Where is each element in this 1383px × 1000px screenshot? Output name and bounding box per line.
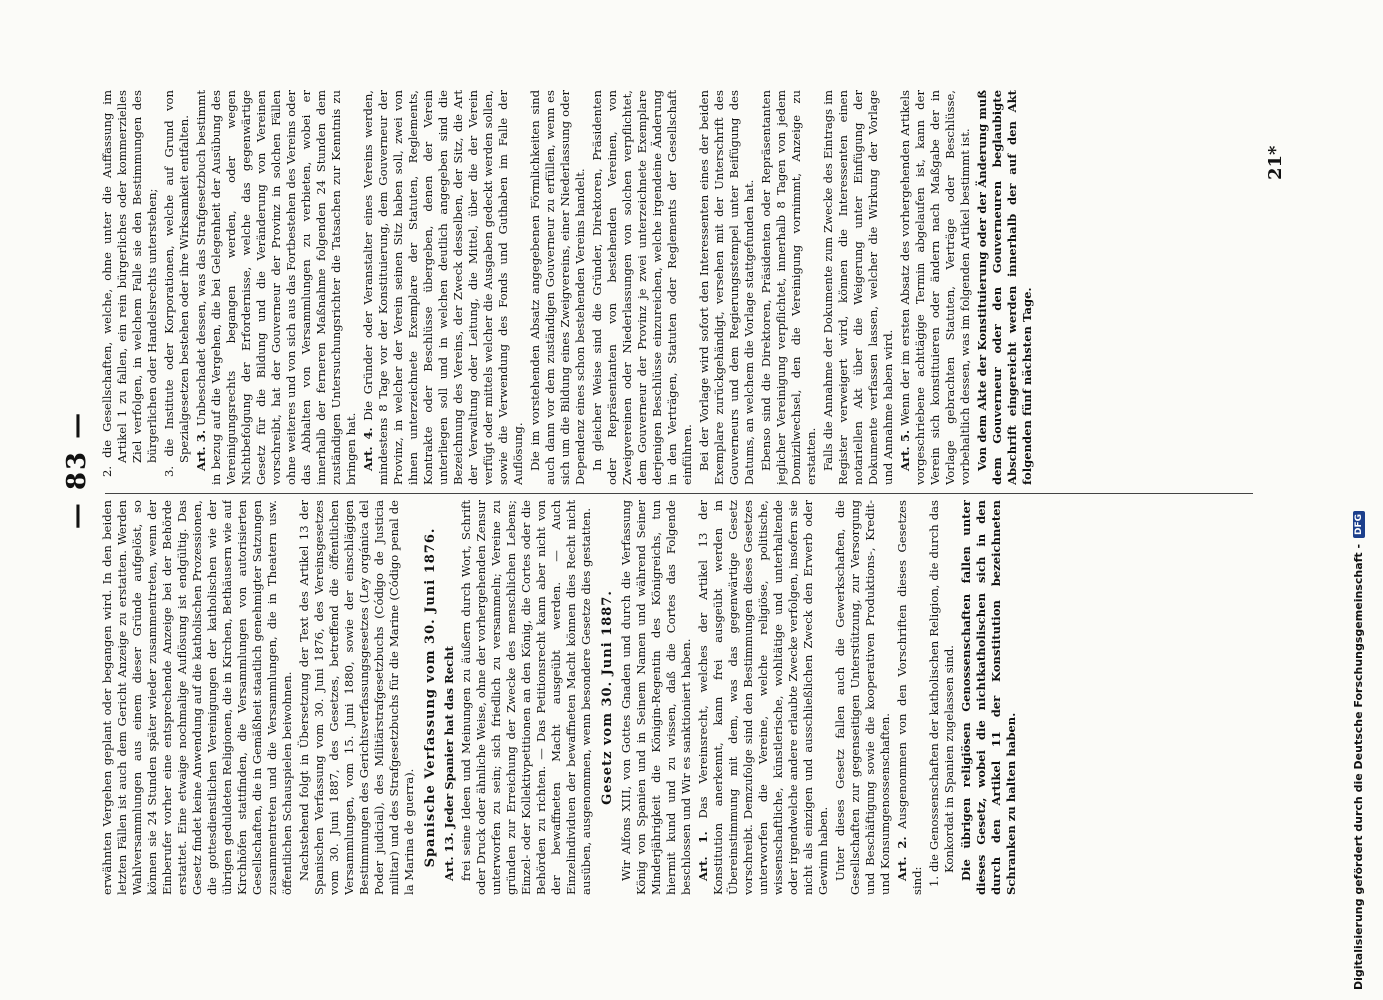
paragraph: Nachstehend folgt in Übersetzung der Text des Artikel 13 der Spanischen Verfassung vom 30. Juni 1876, des Vereinsgesetzes vom 30. Juni 1887, des Gesetzes, betreffend die öffentlichen Versammlungen, vom 15. Juni 1880, sowie der einschlägigen Bestimmungen des Gerichtsverfassungsgesetzes (Ley orgánica del Poder judicial), des Militärstrafgesetzbuchs (Código de Justicia militar) und des Strafgesetzbuchs für die Marine (Código penal de la Marina de guerra). (297, 500, 416, 895)
article-3 (194, 90, 359, 485)
article-heading: Art. 2. (895, 836, 909, 881)
article-13 (442, 500, 457, 895)
paragraph: In gleicher Weise sind die Gründer, Direktoren, Präsidenten oder Repräsentanten von bestehenden Vereinen, von Zweigvereinen oder Niederlassungen von solchen verpflichtet, dem Gouverneur der Provinz je zwei unterzeichnete Exemplare derjenigen Beschlüsse einzureichen, welche irgendeine Änderung in den Verträgen, Statuten oder Reglements der Gesellschaft einführen. (590, 90, 694, 485)
footer-text: Digitalisierung gefördert durch die Deutsche Forschungsgemeinschaft - (1352, 543, 1365, 990)
article-4 (361, 90, 526, 485)
article-1 (696, 500, 831, 895)
paragraph: Bei der Vorlage wird sofort den Interessenten eines der beiden Exemplare zurückgehändigt, versehen mit der Unterschrift des Gouverneurs und dem Regierungsstempel unter Beifügung des Datums, an welchem die Vorlage stattgefunden hat. (697, 90, 756, 485)
page-number: — 83 — (62, 410, 92, 530)
paragraph: frei seine Ideen und Meinungen zu äußern durch Wort, Schrift oder Druck oder ähnliche Weise, ohne der vorhergehenden Zensur unterworfen zu sein; sich friedlich zu versammeln; Vereine zu gründen zur Erreichung der Zwecke des menschlichen Lebens; Einzel- oder Kollektivpetitionen an den König, die Cortes oder die Behörden zu richten. — Das Petitionsrecht kann aber nicht von der bewaffneten Macht ausgeübt werden. — Auch Einzelindividuen der bewaffneten Macht können dies Recht nicht ausüben, ausgenommen, wenn besondere Gesetze dies gestatten. (459, 500, 593, 895)
printer-signature-mark: 21* (1265, 145, 1286, 180)
right-column (100, 90, 1255, 485)
list-item: 1. die Genossenschaften der katholischen Religion, die durch das Konkordat in Spanien zugelassen sind. (927, 500, 956, 887)
article-text: Wenn der im ersten Absatz des vorhergehenden Artikels vorgeschriebene achttägige Termin abgelaufen ist, kann der Verein sich konstituieren oder ändern nach Maßgabe der in Vorlage gebrachten Statuten, Verträge oder Beschlüsse, vorbehaltlich dessen, was im folgenden Artikel bestimmt ist. (898, 90, 972, 485)
paragraph: erwähnten Vergehen geplant oder begangen wird. In den beiden letzten Fällen ist auch dem Gericht Anzeige zu erstatten. Werden Wahlversammlungen aus einem dieser Gründe aufgelöst, so können sie 24 Stunden später wieder zusammentreten, wenn der Einberufer vorher eine entsprechende Anzeige bei der Behörde erstattet. Eine etwaige nochmalige Auflösung ist endgültig. Das Gesetz findet keine Anwendung auf die katholischen Prozessionen, die gottesdienstlichen Vereinigungen der katholischen wie der übrigen geduldeten Religionen, die in Kirchen, Bethäusern wie auf Kirchhöfen stattfinden, die Versammlungen von autorisierten Gesellschaften, die in Gemäßheit staatlich genehmigter Satzungen zusammentreten und die Versammlungen, die in Theatern usw. öffentlichen Schauspielen beiwohnen. (100, 500, 294, 895)
article-heading: Art. 5. (898, 429, 912, 471)
article-text: Ausgenommen von den Vorschriften dieses Gesetzes sind: (895, 500, 924, 895)
paragraph: Die im vorstehenden Absatz angegebenen Förmlichkeiten sind auch dann vor dem zuständigen Gouverneur zu erfüllen, wenn es sich um die Bildung eines Zweigvereins, einer Niederlassung oder Dependenz eines schon bestehenden Vereins handelt. (528, 90, 587, 485)
article-lead: Jeder Spanier hat das Recht (442, 646, 456, 833)
article-2 (895, 500, 925, 895)
article-heading: Art. 3. (194, 430, 208, 471)
section-title: Spanische Verfassung vom 30. Juni 1876. (423, 527, 438, 868)
article-heading: Art. 4. (361, 427, 375, 471)
column-divider (105, 493, 1253, 494)
paragraph: Ebenso sind die Direktoren, Präsidenten oder Repräsentanten jeglicher Vereinigung verpflichtet, innerhalb 8 Tagen von jedem Domizilwechsel, den die Vereinigung vornimmt, Anzeige zu erstatten. (759, 90, 818, 485)
digitization-footer (1352, 10, 1365, 990)
article-5 (898, 90, 973, 485)
left-column (100, 500, 1255, 895)
article-text: Das Vereinsrecht, welches der Artikel 13 der Konstitution anerkennt, kann frei ausgeübt werden in Übereinstimmung mit dem, was das gegenwärtige Gesetz vorschreibt. Demzufolge sind den Bestimmungen dieses Gesetzes unterworfen die Vereine, welche religiöse, politische, wissenschaftliche, künstlerische, wohltätige und unterhaltende oder irgendwelche andere erlaubte Zwecke verfolgen, insofern sie nicht als einzigen und ausschließlichen Zweck den Erwerb oder Gewinn haben. (696, 500, 830, 895)
preamble: Wir Alfons XIII, von Gottes Gnaden und durch die Verfassung König von Spanien und in Seinem Namen und während Seiner Minderjährigkeit die Königin-Regentin des Königreichs, tun hiermit kund und zu wissen, daß die Cortes das Folgende beschlossen und Wir es sanktioniert haben. (619, 500, 693, 895)
page-header (62, 0, 102, 1000)
section-title: Gesetz vom 30. Juni 1887. (600, 590, 615, 805)
paragraph: Unter dieses Gesetz fallen auch die Gewerkschaften, die Gesellschaften zur gegenseitigen Unterstützung, zur Versorgung und Beschäftigung sowie die kooperativen Produktions-, Kredit- und Konsumgenossenschaften. (833, 500, 892, 895)
article-text: Unbeschadet dessen, was das Strafgesetzbuch bestimmt in bezug auf die Vergehen, die bei Gelegenheit der Ausübung des Vereinigungsrechts begangen werden, oder wegen Nichtbefolgung der Erfordernisse, welche das gegenwärtige Gesetz für die Bildung und die Veränderung von Vereinen vorschreibt, hat der Gouverneur der Provinz in solchen Fällen ohne weiteres und von sich aus das Fortbestehen des Vereins oder das Abhalten von Versammlungen zu verbieten, wobei er innerhalb der ferneren Maßnahme folgenden 24 Stunden dem zuständigen Untersuchungsrichter die Tatsachen zur Kenntnis zu bringen hat. (194, 90, 358, 485)
paragraph: Die übrigen religiösen Genossenschaften fallen unter dieses Gesetz, wobei die nichtkatholischen sich in den durch den Artikel 11 der Konstitution bezeichneten Schranken zu halten haben. (959, 500, 1018, 895)
article-heading: Art. 13. (442, 832, 456, 881)
list-item: 3. die Institute oder Korporationen, welche auf Grund von Spezialgesetzen bestehen oder ihre Wirksamkeit entfalten. (162, 90, 191, 477)
article-heading: Art. 1. (696, 831, 710, 881)
paragraph: Falls die Annahme der Dokumente zum Zwecke des Eintrags im Register verweigert wird, können die Interessenten einen notariellen Akt über die Weigerung unter Einfügung der Dokumente verfassen lassen, welcher die Wirkung der Vorlage und Annahme haben wird. (821, 90, 895, 485)
article-text: Die Gründer oder Veranstalter eines Vereins werden, mindestens 8 Tage vor der Konstituierung, dem Gouverneur der Provinz, in welcher der Verein seinen Sitz haben soll, zwei von ihnen unterzeichnete Exemplare der Statuten, Reglements, Kontrakte oder Beschlüsse übergeben, denen der Verein unterliegen soll und in welchen deutlich angegeben sind die Bezeichnung des Vereins, der Zweck desselben, der Sitz, die Art der Verwaltung oder Leitung, die Mittel, über die der Verein verfügt oder mittels welcher die Ausgaben gedeckt werden sollen, sowie die Verwendung des Fonds und Guthaben im Falle der Auflösung. (361, 90, 525, 485)
paragraph: Von dem Akte der Konstituierung oder der Änderung muß dem Gouverneur oder den Gouverneuren beglaubigte Abschrift eingereicht werden innerhalb der auf den Akt folgenden fünf nächsten Tage. (975, 90, 1034, 485)
list-item: 2. die Gesellschaften, welche, ohne unter die Auffassung im Artikel 1 zu fallen, ein rein bürgerliches oder kommerzielles Ziel verfolgen, in welchem Falle sie den Bestimmungen des bürgerlichen oder Handelsrechts unterstehen; (100, 90, 159, 477)
dfg-logo-icon: DFG (1353, 511, 1365, 538)
